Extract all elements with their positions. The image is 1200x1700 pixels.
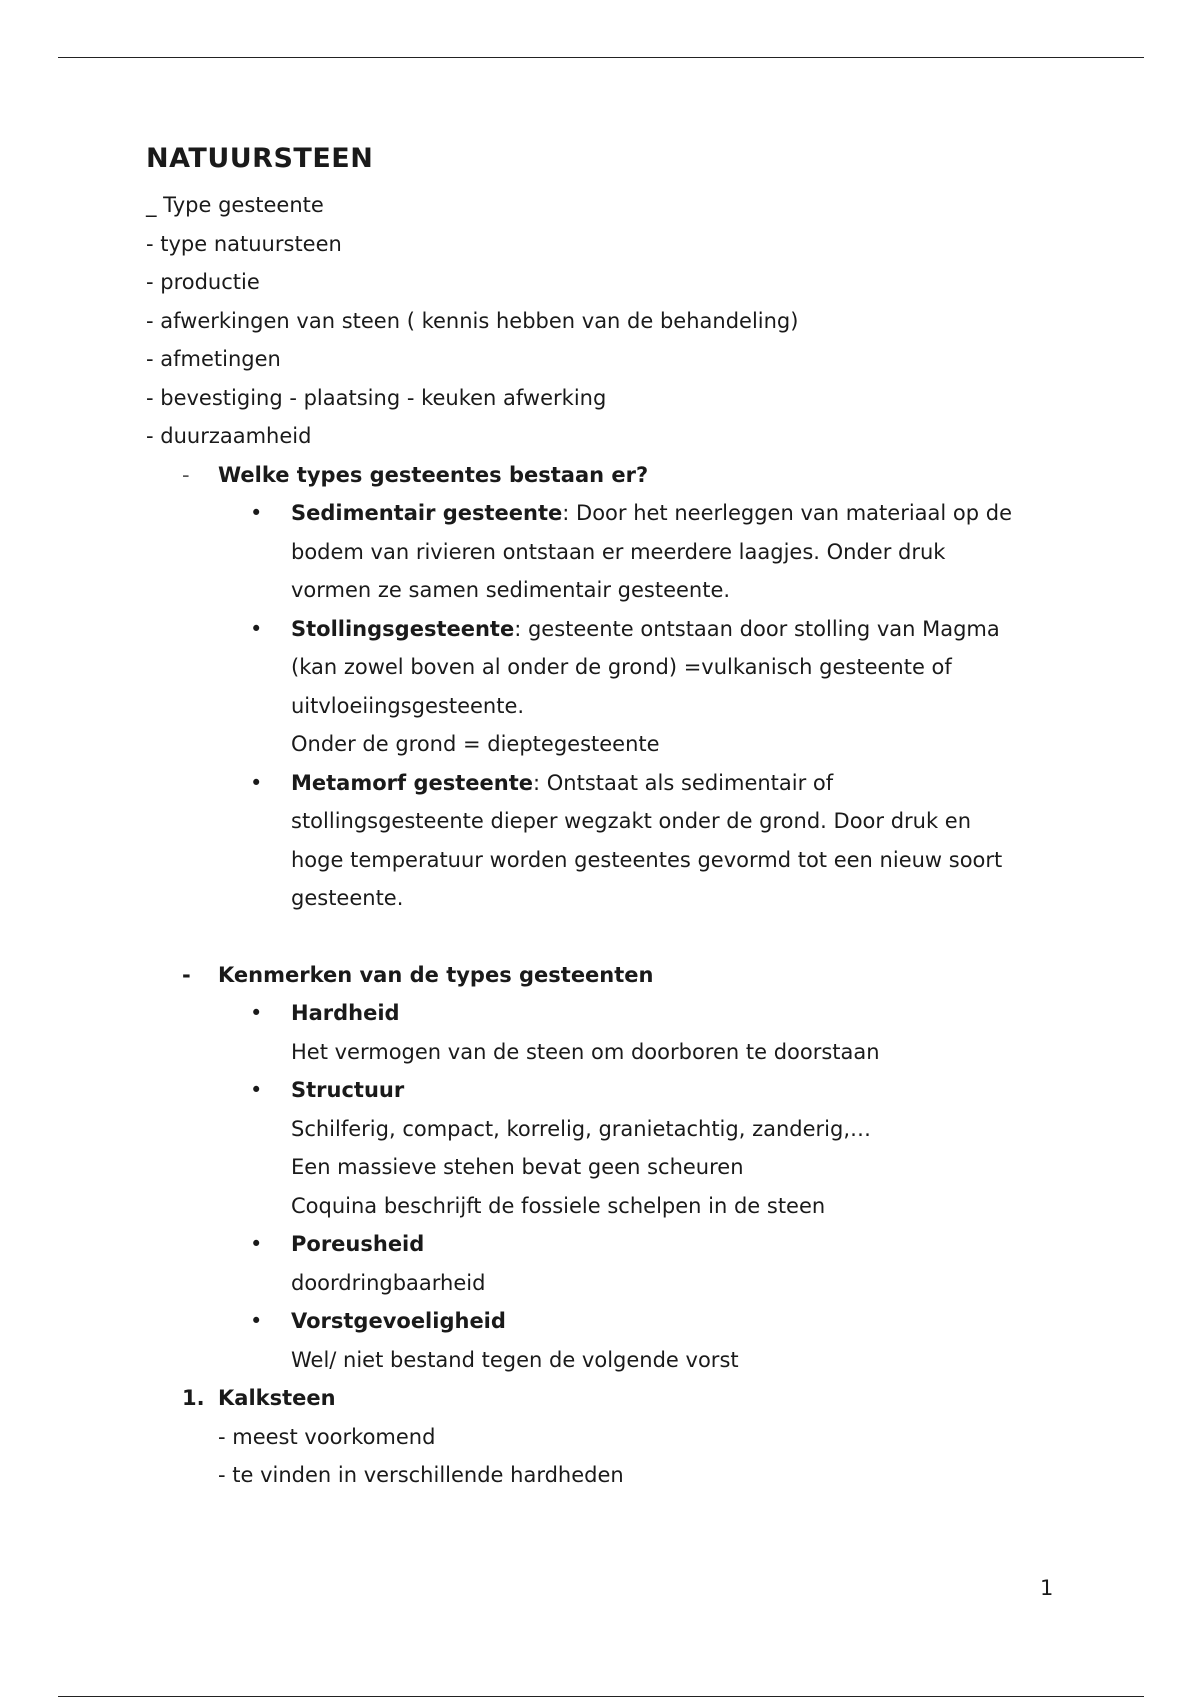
description-line: bodem van rivieren ontstaan er meerdere laagjes. Onder druk xyxy=(291,539,946,564)
list-item xyxy=(146,610,1106,649)
bullet-icon: • xyxy=(250,1309,263,1333)
intro-line: - afwerkingen van steen ( kennis hebben van de behandeling) xyxy=(146,308,799,333)
list-item xyxy=(146,1071,1106,1110)
term: Sedimentair gesteente xyxy=(291,501,563,525)
bullet-icon: • xyxy=(250,1232,263,1256)
list-item xyxy=(146,1225,1106,1264)
intro-line: - type natuursteen xyxy=(146,231,342,256)
intro-line: _ Type gesteente xyxy=(146,193,324,217)
list-item xyxy=(146,494,1106,533)
description-line: Coquina beschrijft de fossiele schelpen in de steen xyxy=(291,1193,826,1218)
description-line: Onder de grond = dieptegesteente xyxy=(291,732,660,756)
intro-line: - afmetingen xyxy=(146,347,281,371)
description-line: (kan zowel boven al onder de grond) =vulkanisch gesteente of xyxy=(291,655,952,679)
term: Structuur xyxy=(291,1078,405,1102)
description-line: Schilferig, compact, korrelig, granietachtig, zanderig,… xyxy=(291,1116,871,1141)
intro-line: - bevestiging - plaatsing - keuken afwerking xyxy=(146,385,607,410)
description-line: vormen ze samen sedimentair gesteente. xyxy=(291,578,731,602)
description-line: stollingsgesteente dieper wegzakt onder de grond. Door druk en xyxy=(291,809,972,833)
list-item xyxy=(146,1302,1106,1341)
document-body xyxy=(146,140,1106,1495)
top-rule xyxy=(58,57,1144,58)
term: Metamorf gesteente xyxy=(291,770,533,795)
page-title: NATUURSTEEN xyxy=(146,143,374,174)
list-item xyxy=(146,994,1106,1033)
term: Stollingsgesteente xyxy=(291,616,515,641)
list-item xyxy=(146,764,1106,803)
section-heading-kenmerken xyxy=(146,956,1106,995)
description: : gesteente ontstaan door stolling van Magma xyxy=(514,616,1000,641)
term: Vorstgevoeligheid xyxy=(291,1309,506,1333)
section-heading-text: Kalksteen xyxy=(218,1386,336,1410)
bullet-icon: • xyxy=(250,1078,263,1102)
bullet-icon: • xyxy=(250,616,263,641)
dash-marker: - xyxy=(182,962,191,987)
number-marker: 1. xyxy=(182,1386,205,1410)
description-line: doordringbaarheid xyxy=(291,1270,486,1295)
description-line: - te vinden in verschillende hardheden xyxy=(218,1463,624,1487)
term: Hardheid xyxy=(291,1001,400,1025)
bullet-icon: • xyxy=(250,1001,263,1025)
term: Poreusheid xyxy=(291,1232,425,1256)
intro-line: - duurzaamheid xyxy=(146,424,312,448)
bullet-icon: • xyxy=(250,770,263,795)
spacer xyxy=(146,918,1106,956)
bullet-icon: • xyxy=(250,501,263,525)
bottom-rule xyxy=(58,1696,1144,1697)
section-heading-text: Welke types gesteentes bestaan er? xyxy=(218,462,649,487)
section-heading-types xyxy=(146,456,1106,495)
page-number: 1 xyxy=(1040,1576,1054,1600)
description-line: Een massieve stehen bevat geen scheuren xyxy=(291,1155,744,1179)
description: : Door het neerleggen van materiaal op de xyxy=(562,501,1013,525)
section-heading-text: Kenmerken van de types gesteenten xyxy=(218,962,654,987)
section-heading-kalksteen xyxy=(146,1379,1106,1418)
description-line: hoge temperatuur worden gesteentes gevormd tot een nieuw soort xyxy=(291,847,1003,872)
intro-list xyxy=(146,186,1106,456)
description-line: Wel/ niet bestand tegen de volgende vorst xyxy=(291,1347,739,1372)
dash-marker: - xyxy=(182,462,190,487)
description-line: Het vermogen van de steen om doorboren te doorstaan xyxy=(291,1039,880,1064)
description-line: gesteente. xyxy=(291,886,404,910)
description: : Ontstaat als sedimentair of xyxy=(533,770,834,795)
description-line: uitvloeiingsgesteente. xyxy=(291,693,525,718)
description-line: - meest voorkomend xyxy=(218,1424,436,1449)
intro-line: - productie xyxy=(146,270,260,294)
